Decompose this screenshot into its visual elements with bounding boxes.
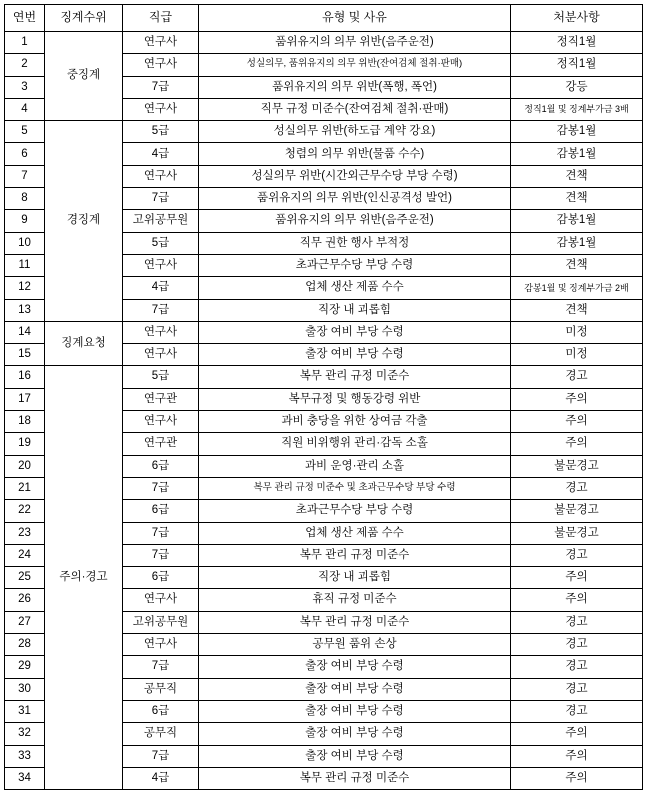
cell-action: 경고 [511,700,643,722]
cell-rank: 6급 [123,700,199,722]
cell-no: 12 [5,277,45,299]
cell-type-reason: 과비 운영·관리 소홀 [199,455,511,477]
cell-no: 3 [5,76,45,98]
cell-no: 11 [5,254,45,276]
cell-no: 21 [5,477,45,499]
cell-action: 견책 [511,299,643,321]
cell-action: 감봉1월 및 징계부가금 2배 [511,277,643,299]
cell-rank: 4급 [123,767,199,789]
cell-action: 주의 [511,388,643,410]
cell-no: 31 [5,700,45,722]
cell-rank: 7급 [123,522,199,544]
table-body [5,32,643,790]
cell-rank: 6급 [123,500,199,522]
cell-type-reason: 복무 관리 규정 미준수 [199,366,511,388]
cell-action: 주의 [511,723,643,745]
cell-no: 5 [5,121,45,143]
cell-discipline-level: 징계요청 [45,321,123,366]
cell-rank: 연구사 [123,344,199,366]
cell-rank: 5급 [123,232,199,254]
cell-rank: 연구관 [123,388,199,410]
cell-action: 정직1월 [511,54,643,76]
cell-type-reason: 직장 내 괴롭힘 [199,299,511,321]
cell-type-reason: 품위유지의 의무 위반(음주운전) [199,210,511,232]
cell-rank: 공무직 [123,678,199,700]
cell-no: 24 [5,544,45,566]
cell-no: 34 [5,767,45,789]
cell-type-reason: 성실의무, 품위유지의 의무 위반(잔여검체 절취·판매) [199,54,511,76]
cell-type-reason: 복무규정 및 행동강령 위반 [199,388,511,410]
cell-no: 20 [5,455,45,477]
cell-rank: 고위공무원 [123,611,199,633]
cell-action: 주의 [511,567,643,589]
cell-type-reason: 공무원 품위 손상 [199,634,511,656]
cell-rank: 연구사 [123,98,199,120]
cell-type-reason: 청렴의 의무 위반(물품 수수) [199,143,511,165]
cell-no: 2 [5,54,45,76]
cell-rank: 7급 [123,299,199,321]
cell-action: 주의 [511,745,643,767]
cell-no: 27 [5,611,45,633]
cell-type-reason: 휴직 규정 미준수 [199,589,511,611]
cell-type-reason: 과비 충당을 위한 상여금 각출 [199,411,511,433]
cell-type-reason: 성실의무 위반(하도급 계약 강요) [199,121,511,143]
cell-rank: 6급 [123,567,199,589]
cell-type-reason: 직원 비위행위 관리·감독 소홀 [199,433,511,455]
cell-type-reason: 품위유지의 의무 위반(인신공격성 발언) [199,188,511,210]
cell-action: 강등 [511,76,643,98]
cell-no: 10 [5,232,45,254]
disciplinary-actions-table [4,4,643,790]
cell-no: 15 [5,344,45,366]
column-header-action: 처분사항 [511,5,643,32]
cell-discipline-level: 주의·경고 [45,366,123,790]
cell-action: 경고 [511,544,643,566]
cell-action: 감봉1월 [511,143,643,165]
cell-type-reason: 출장 여비 부당 수령 [199,321,511,343]
header-row [5,5,643,32]
cell-rank: 연구사 [123,634,199,656]
cell-type-reason: 복무 관리 규정 미준수 및 초과근무수당 부당 수령 [199,477,511,499]
cell-rank: 7급 [123,745,199,767]
cell-no: 7 [5,165,45,187]
cell-rank: 연구사 [123,589,199,611]
cell-rank: 연구사 [123,54,199,76]
cell-rank: 연구사 [123,165,199,187]
cell-action: 주의 [511,589,643,611]
cell-no: 30 [5,678,45,700]
cell-rank: 7급 [123,544,199,566]
cell-action: 주의 [511,433,643,455]
column-header-no: 연번 [5,5,45,32]
cell-action: 견책 [511,254,643,276]
cell-rank: 7급 [123,188,199,210]
column-header-rank: 직급 [123,5,199,32]
cell-type-reason: 품위유지의 의무 위반(폭행, 폭언) [199,76,511,98]
cell-rank: 6급 [123,455,199,477]
cell-action: 미정 [511,344,643,366]
cell-action: 정직1월 및 징계부가금 3배 [511,98,643,120]
cell-type-reason: 직장 내 괴롭힘 [199,567,511,589]
cell-type-reason: 직무 규정 미준수(잔여검체 절취·판매) [199,98,511,120]
cell-rank: 7급 [123,76,199,98]
cell-rank: 연구관 [123,433,199,455]
column-header-type: 유형 및 사유 [199,5,511,32]
cell-no: 23 [5,522,45,544]
cell-type-reason: 업체 생산 제품 수수 [199,522,511,544]
cell-action: 경고 [511,656,643,678]
cell-no: 4 [5,98,45,120]
cell-no: 9 [5,210,45,232]
cell-action: 주의 [511,767,643,789]
cell-action: 견책 [511,165,643,187]
cell-action: 경고 [511,477,643,499]
column-header-level: 징계수위 [45,5,123,32]
cell-rank: 5급 [123,366,199,388]
cell-no: 26 [5,589,45,611]
cell-action: 불문경고 [511,455,643,477]
cell-rank: 연구사 [123,32,199,54]
table-row [5,366,643,388]
cell-type-reason: 출장 여비 부당 수령 [199,678,511,700]
cell-action: 경고 [511,634,643,656]
table-row [5,121,643,143]
cell-no: 6 [5,143,45,165]
cell-action: 미정 [511,321,643,343]
table-header [5,5,643,32]
cell-no: 1 [5,32,45,54]
cell-action: 불문경고 [511,522,643,544]
cell-rank: 고위공무원 [123,210,199,232]
cell-action: 감봉1월 [511,121,643,143]
cell-rank: 연구사 [123,411,199,433]
cell-type-reason: 출장 여비 부당 수령 [199,344,511,366]
cell-rank: 4급 [123,277,199,299]
cell-no: 13 [5,299,45,321]
cell-rank: 연구사 [123,321,199,343]
cell-no: 16 [5,366,45,388]
cell-action: 불문경고 [511,500,643,522]
table-row [5,32,643,54]
cell-no: 32 [5,723,45,745]
cell-type-reason: 초과근무수당 부당 수령 [199,254,511,276]
cell-no: 8 [5,188,45,210]
cell-action: 견책 [511,188,643,210]
cell-type-reason: 초과근무수당 부당 수령 [199,500,511,522]
cell-type-reason: 복무 관리 규정 미준수 [199,611,511,633]
cell-type-reason: 성실의무 위반(시간외근무수당 부당 수령) [199,165,511,187]
cell-action: 감봉1월 [511,232,643,254]
cell-rank: 5급 [123,121,199,143]
table-row [5,321,643,343]
cell-rank: 4급 [123,143,199,165]
cell-no: 33 [5,745,45,767]
cell-rank: 7급 [123,477,199,499]
cell-no: 29 [5,656,45,678]
cell-type-reason: 직무 권한 행사 부적정 [199,232,511,254]
cell-rank: 연구사 [123,254,199,276]
cell-type-reason: 출장 여비 부당 수령 [199,745,511,767]
cell-no: 14 [5,321,45,343]
cell-action: 주의 [511,411,643,433]
cell-no: 28 [5,634,45,656]
cell-no: 17 [5,388,45,410]
cell-type-reason: 품위유지의 의무 위반(음주운전) [199,32,511,54]
cell-type-reason: 복무 관리 규정 미준수 [199,767,511,789]
cell-type-reason: 업체 생산 제품 수수 [199,277,511,299]
cell-no: 25 [5,567,45,589]
cell-action: 감봉1월 [511,210,643,232]
cell-rank: 공무직 [123,723,199,745]
cell-no: 19 [5,433,45,455]
cell-action: 경고 [511,611,643,633]
cell-no: 18 [5,411,45,433]
cell-action: 정직1월 [511,32,643,54]
cell-discipline-level: 중징계 [45,32,123,121]
cell-action: 경고 [511,366,643,388]
cell-discipline-level: 경징계 [45,121,123,322]
cell-type-reason: 복무 관리 규정 미준수 [199,544,511,566]
cell-type-reason: 출장 여비 부당 수령 [199,656,511,678]
cell-rank: 7급 [123,656,199,678]
cell-action: 경고 [511,678,643,700]
cell-type-reason: 출장 여비 부당 수령 [199,700,511,722]
cell-no: 22 [5,500,45,522]
cell-type-reason: 출장 여비 부당 수령 [199,723,511,745]
